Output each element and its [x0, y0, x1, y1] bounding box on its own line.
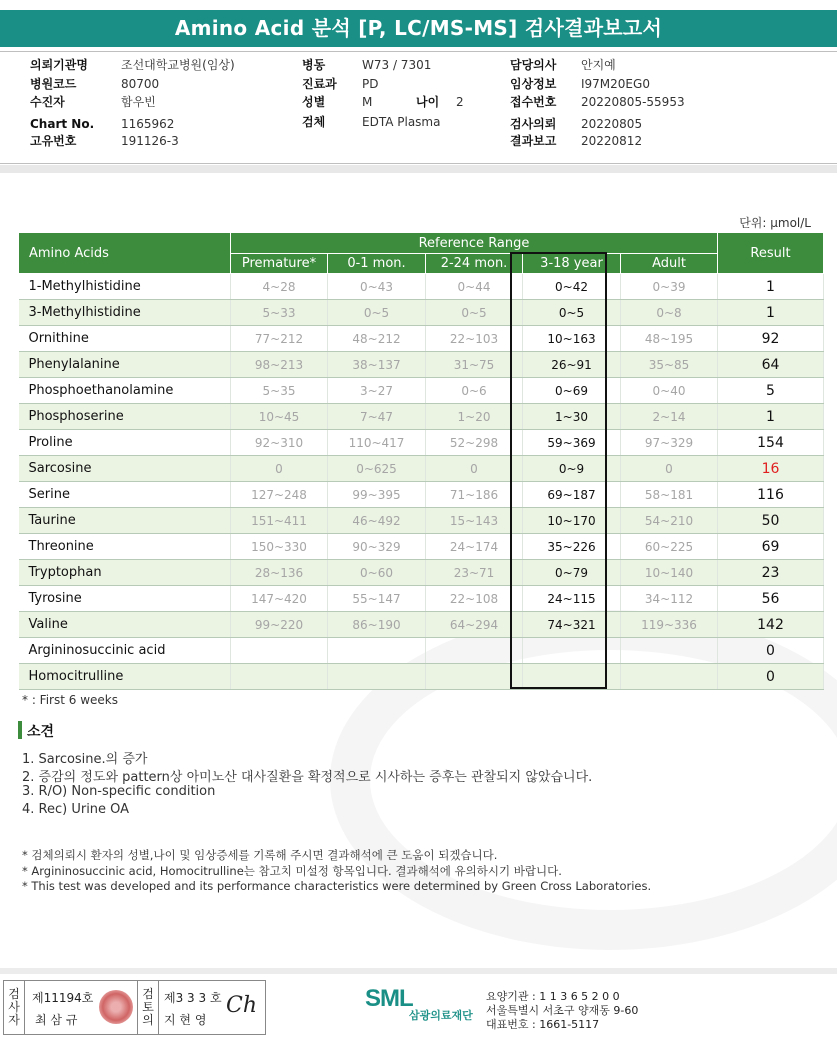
highlight-box-3-18-year — [510, 252, 607, 689]
reference-range-cell: 1~20 — [426, 404, 523, 430]
reference-range-cell: 147~420 — [231, 586, 328, 612]
lab-info-line: 대표번호 : 1661-5117 — [486, 1018, 600, 1031]
info-value: 20220812 — [581, 134, 643, 148]
reference-range-cell: 0 — [426, 456, 523, 482]
table-row — [19, 612, 824, 638]
info-value: I97M20EG0 — [581, 77, 650, 91]
reference-range-cell — [231, 664, 328, 690]
header-divider — [0, 51, 837, 52]
finding-item: 2. 증감의 정도와 pattern상 아미노산 대사질환을 확정적으로 시사하는 증후는 관찰되지 않았습니다. — [22, 770, 593, 785]
amino-acid-name: Threonine — [19, 534, 231, 560]
footer-band — [0, 968, 837, 974]
reference-range-cell: 15~143 — [426, 508, 523, 534]
reference-range-cell — [621, 638, 718, 664]
reference-range-cell: 52~298 — [426, 430, 523, 456]
info-value: 20220805 — [581, 117, 643, 131]
result-value: 0 — [718, 664, 824, 690]
reference-range-cell — [328, 664, 426, 690]
reference-range-cell: 54~210 — [621, 508, 718, 534]
info-value: 안지예 — [581, 58, 616, 72]
reference-range-cell: 64~294 — [426, 612, 523, 638]
amino-acid-name: Serine — [19, 482, 231, 508]
info-value: 함우빈 — [121, 95, 156, 109]
result-value: 116 — [718, 482, 824, 508]
amino-acid-name: Tryptophan — [19, 560, 231, 586]
amino-acid-name: Valine — [19, 612, 231, 638]
reference-range-cell: 4~28 — [231, 274, 328, 300]
info-value: EDTA Plasma — [362, 115, 441, 129]
amino-acid-name: Argininosuccinic acid — [19, 638, 231, 664]
reference-range-cell: 77~212 — [231, 326, 328, 352]
table-row — [19, 638, 824, 664]
reference-range-cell: 46~492 — [328, 508, 426, 534]
reference-range-cell: 3~27 — [328, 378, 426, 404]
result-value: 0 — [718, 638, 824, 664]
reference-range-cell: 90~329 — [328, 534, 426, 560]
reference-range-cell: 22~103 — [426, 326, 523, 352]
reference-range-cell — [426, 638, 523, 664]
reviewer-signature: Ch — [226, 993, 258, 1018]
table-row — [19, 430, 824, 456]
lab-name: 삼광의료재단 — [409, 1009, 473, 1022]
tester-name: 최 삼 규 — [35, 1013, 78, 1027]
table-row — [19, 352, 824, 378]
info-label: 접수번호 — [510, 95, 557, 109]
info-label: 수진자 — [30, 95, 65, 109]
reference-range-cell: 0~5 — [328, 300, 426, 326]
amino-acid-name: Phosphoserine — [19, 404, 231, 430]
info-value: 80700 — [121, 77, 160, 91]
reference-range-cell: 24~174 — [426, 534, 523, 560]
reference-range-cell: 0~44 — [426, 274, 523, 300]
reference-range-cell: 119~336 — [621, 612, 718, 638]
amino-acid-name: Ornithine — [19, 326, 231, 352]
reference-range-cell: 10~163 — [523, 326, 621, 352]
disclaimer-note: * 검체의뢰시 환자의 성별,나이 및 임상증세를 기록해 주시면 결과해석에 큰 도움이 되겠습니다. — [22, 848, 498, 862]
result-value: 1 — [718, 274, 824, 300]
reference-range-cell: 0~40 — [621, 378, 718, 404]
reference-range-cell: 35~226 — [523, 534, 621, 560]
info-value: 20220805-55953 — [581, 95, 685, 109]
reference-range-cell: 24~115 — [523, 586, 621, 612]
reference-range-cell: 0~69 — [523, 378, 621, 404]
ref-col-header: 3-18 year — [523, 254, 621, 274]
table-row — [19, 508, 824, 534]
reference-range-cell — [328, 638, 426, 664]
lab-info-line: 서울특별시 서초구 양재동 9-60 — [486, 1004, 639, 1017]
table-row — [19, 274, 824, 300]
info-label: 성별 — [302, 95, 326, 109]
reference-range-cell: 110~417 — [328, 430, 426, 456]
amino-acid-name: Proline — [19, 430, 231, 456]
col-header-reference: Reference Range — [231, 233, 718, 254]
reference-range-cell: 2~14 — [621, 404, 718, 430]
reference-range-cell: 69~187 — [523, 482, 621, 508]
table-row — [19, 560, 824, 586]
amino-acid-name: 1-Methylhistidine — [19, 274, 231, 300]
table-row — [19, 456, 824, 482]
result-value: 92 — [718, 326, 824, 352]
findings-title: 소견 — [27, 724, 55, 740]
reference-range-cell: 58~181 — [621, 482, 718, 508]
reference-range-cell: 71~186 — [426, 482, 523, 508]
tester-label: 검 사 자 — [4, 981, 25, 1034]
amino-acid-name: Sarcosine — [19, 456, 231, 482]
reviewer-name: 지 현 영 — [164, 1013, 207, 1027]
table-row — [19, 404, 824, 430]
age-label: 나이 — [416, 95, 440, 109]
reference-range-cell: 0~5 — [523, 300, 621, 326]
reviewer-label: 검 토 의 — [137, 981, 159, 1034]
info-label: 고유번호 — [30, 134, 77, 148]
info-label: 병동 — [302, 58, 326, 72]
reference-range-cell: 0 — [621, 456, 718, 482]
info-label: 결과보고 — [510, 134, 557, 148]
reference-range-cell: 0~60 — [328, 560, 426, 586]
reference-range-cell: 48~195 — [621, 326, 718, 352]
reference-range-cell: 99~395 — [328, 482, 426, 508]
result-value: 1 — [718, 300, 824, 326]
result-value: 154 — [718, 430, 824, 456]
reference-range-cell: 127~248 — [231, 482, 328, 508]
reviewer-number: 제3 3 3 호 — [164, 991, 222, 1005]
finding-item: 4. Rec) Urine OA — [22, 802, 130, 817]
result-value: 56 — [718, 586, 824, 612]
disclaimer-note: * Argininosuccinic acid, Homocitrulline는 참고치 미설정 항목입니다. 결과해석에 유의하시기 바랍니다. — [22, 864, 562, 878]
ref-col-header: Premature* — [231, 254, 328, 274]
amino-acid-name: Taurine — [19, 508, 231, 534]
table-row — [19, 326, 824, 352]
amino-acid-name: Tyrosine — [19, 586, 231, 612]
reference-range-cell: 0~8 — [621, 300, 718, 326]
report-title: Amino Acid 분석 [P, LC/MS-MS] 검사결과보고서 — [0, 10, 837, 47]
amino-acid-name: 3-Methylhistidine — [19, 300, 231, 326]
info-label: 담당의사 — [510, 58, 557, 72]
ref-col-header: 2-24 mon. — [426, 254, 523, 274]
reference-range-cell: 5~33 — [231, 300, 328, 326]
table-row — [19, 664, 824, 690]
result-value: 69 — [718, 534, 824, 560]
reference-range-cell: 31~75 — [426, 352, 523, 378]
reference-range-cell: 22~108 — [426, 586, 523, 612]
table-row — [19, 300, 824, 326]
result-value: 23 — [718, 560, 824, 586]
reference-range-cell: 23~71 — [426, 560, 523, 586]
reference-range-cell: 10~140 — [621, 560, 718, 586]
table-row — [19, 378, 824, 404]
result-value: 5 — [718, 378, 824, 404]
reference-range-cell: 150~330 — [231, 534, 328, 560]
result-value: 64 — [718, 352, 824, 378]
info-label: 검사의뢰 — [510, 117, 557, 131]
reference-range-cell: 59~369 — [523, 430, 621, 456]
reference-range-cell — [426, 664, 523, 690]
tester-number: 제11194호 — [32, 991, 94, 1005]
reference-range-cell: 60~225 — [621, 534, 718, 560]
reference-range-cell: 5~35 — [231, 378, 328, 404]
reference-range-cell: 38~137 — [328, 352, 426, 378]
reference-range-cell: 55~147 — [328, 586, 426, 612]
tester-seal-icon — [99, 990, 133, 1024]
reference-range-cell: 0~9 — [523, 456, 621, 482]
lab-logo-text: SML — [365, 985, 413, 1012]
info-label: 병원코드 — [30, 77, 77, 91]
reference-range-cell: 74~321 — [523, 612, 621, 638]
unit-label: 단위: μmol/L — [739, 216, 811, 230]
col-header-result: Result — [718, 233, 824, 274]
reference-range-cell: 92~310 — [231, 430, 328, 456]
reference-range-cell: 0~42 — [523, 274, 621, 300]
lab-info-line: 요양기관 : 1 1 3 6 5 2 0 0 — [486, 990, 620, 1003]
amino-acid-name: Phosphoethanolamine — [19, 378, 231, 404]
reference-range-cell: 86~190 — [328, 612, 426, 638]
ref-col-header: 0-1 mon. — [328, 254, 426, 274]
info-divider — [0, 163, 837, 164]
reference-range-cell: 7~47 — [328, 404, 426, 430]
reference-range-cell: 10~45 — [231, 404, 328, 430]
table-footnote: * : First 6 weeks — [22, 693, 118, 707]
reference-range-cell — [231, 638, 328, 664]
reference-range-cell: 34~112 — [621, 586, 718, 612]
info-value: 1165962 — [121, 117, 175, 131]
amino-acid-name: Homocitrulline — [19, 664, 231, 690]
reference-range-cell: 151~411 — [231, 508, 328, 534]
signature-box — [3, 980, 266, 1035]
reference-range-cell: 0~6 — [426, 378, 523, 404]
col-header-amino: Amino Acids — [19, 233, 231, 274]
lab-logo — [365, 985, 473, 1022]
info-value: 191126-3 — [121, 134, 179, 148]
result-value: 1 — [718, 404, 824, 430]
reference-range-cell: 35~85 — [621, 352, 718, 378]
reference-range-cell: 0~625 — [328, 456, 426, 482]
section-band — [0, 165, 837, 173]
reference-range-cell: 0 — [231, 456, 328, 482]
reference-range-cell — [621, 664, 718, 690]
finding-item: 3. R/O) Non-specific condition — [22, 784, 216, 799]
table-row — [19, 482, 824, 508]
result-value: 50 — [718, 508, 824, 534]
reference-range-cell: 97~329 — [621, 430, 718, 456]
info-label: 진료과 — [302, 77, 337, 91]
reference-range-cell: 10~170 — [523, 508, 621, 534]
table-row — [19, 586, 824, 612]
reference-range-cell: 0~43 — [328, 274, 426, 300]
age-value: 2 — [456, 95, 464, 109]
amino-acid-table — [18, 232, 824, 690]
disclaimer-note: * This test was developed and its performance characteristics were determined by Green Cross Laboratories. — [22, 879, 652, 893]
reference-range-cell: 0~79 — [523, 560, 621, 586]
info-value: M — [362, 95, 373, 109]
info-label: 임상정보 — [510, 77, 557, 91]
reference-range-cell: 0~5 — [426, 300, 523, 326]
reference-range-cell: 48~212 — [328, 326, 426, 352]
ref-col-header: Adult — [621, 254, 718, 274]
reference-range-cell: 26~91 — [523, 352, 621, 378]
amino-acid-name: Phenylalanine — [19, 352, 231, 378]
info-label: 의뢰기관명 — [30, 58, 88, 72]
result-value: 16 — [718, 456, 824, 482]
info-label: Chart No. — [30, 117, 95, 131]
reference-range-cell: 0~39 — [621, 274, 718, 300]
finding-item: 1. Sarcosine.의 증가 — [22, 752, 148, 767]
reference-range-cell: 98~213 — [231, 352, 328, 378]
info-value: PD — [362, 77, 379, 91]
findings-marker — [18, 721, 22, 739]
result-value: 142 — [718, 612, 824, 638]
reference-range-cell: 99~220 — [231, 612, 328, 638]
info-value: 조선대학교병원(임상) — [121, 58, 235, 72]
table-row — [19, 534, 824, 560]
info-label: 검체 — [302, 115, 326, 129]
info-value: W73 / 7301 — [362, 58, 432, 72]
reference-range-cell: 28~136 — [231, 560, 328, 586]
reference-range-cell: 1~30 — [523, 404, 621, 430]
